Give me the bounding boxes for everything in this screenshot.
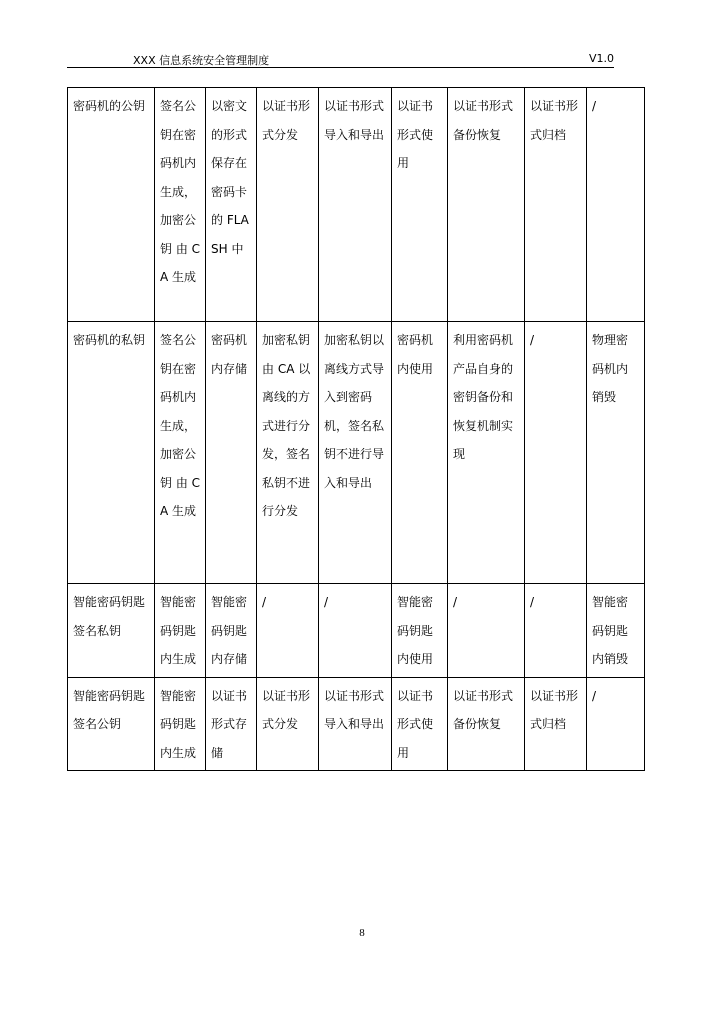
table-cell: 以证书形式导入和导出 — [319, 88, 392, 322]
table-cell: 以密文的形式保存在密码卡的 FLASH 中 — [206, 88, 257, 322]
table-cell: 以证书形式归档 — [525, 677, 587, 771]
table-row — [68, 584, 645, 678]
table-cell: 以证书形式导入和导出 — [319, 677, 392, 771]
table-cell: / — [319, 584, 392, 678]
table-cell: 智能密码钥匙内销毁 — [587, 584, 645, 678]
table-cell: 签名公钥在密码机内生成，加密公钥 由 CA 生成 — [155, 322, 206, 584]
table-cell: / — [448, 584, 525, 678]
table-row — [68, 677, 645, 771]
page-header — [67, 51, 614, 68]
table-row — [68, 88, 645, 322]
table-cell: 利用密码机产品自身的密钥备份和恢复机制实现 — [448, 322, 525, 584]
table-cell: 智能密码钥匙内生成 — [155, 584, 206, 678]
table-cell: 以证书形式使用 — [392, 88, 448, 322]
table-cell: 物理密码机内销毁 — [587, 322, 645, 584]
page-number: 8 — [359, 927, 365, 939]
table-cell: 智能密码钥匙签名私钥 — [68, 584, 155, 678]
table-cell: 以证书形式分发 — [257, 88, 319, 322]
table-row — [68, 322, 645, 584]
table-cell: / — [587, 88, 645, 322]
table-cell: 以证书形式使用 — [392, 677, 448, 771]
key-management-table — [67, 87, 645, 771]
table-cell: / — [525, 322, 587, 584]
table-cell: / — [257, 584, 319, 678]
table-cell: / — [525, 584, 587, 678]
table-cell: 签名公钥在密码机内生成，加密公钥 由 CA 生成 — [155, 88, 206, 322]
table-cell: 智能密码钥匙内存储 — [206, 584, 257, 678]
table-cell: / — [587, 677, 645, 771]
table-cell: 加密私钥以离线方式导入到密码机，签名私钥不进行导入和导出 — [319, 322, 392, 584]
document-version: V1.0 — [588, 52, 614, 65]
table-cell: 密码机内存储 — [206, 322, 257, 584]
table-cell: 智能密码钥匙内使用 — [392, 584, 448, 678]
table-cell: 以证书形式备份恢复 — [448, 88, 525, 322]
table-cell: 以证书形式分发 — [257, 677, 319, 771]
table-cell: 加密私钥由 CA 以离线的方式进行分发，签名私钥不进行分发 — [257, 322, 319, 584]
table-cell: 智能密码钥匙签名公钥 — [68, 677, 155, 771]
table-cell: 以证书形式备份恢复 — [448, 677, 525, 771]
table-cell: 密码机的私钥 — [68, 322, 155, 584]
table-cell: 密码机内使用 — [392, 322, 448, 584]
document-title: XXX 信息系统安全管理制度 — [133, 54, 270, 67]
table-cell: 以证书形式归档 — [525, 88, 587, 322]
table-cell: 智能密码钥匙内生成 — [155, 677, 206, 771]
table-cell: 以证书形式存储 — [206, 677, 257, 771]
table-cell: 密码机的公钥 — [68, 88, 155, 322]
